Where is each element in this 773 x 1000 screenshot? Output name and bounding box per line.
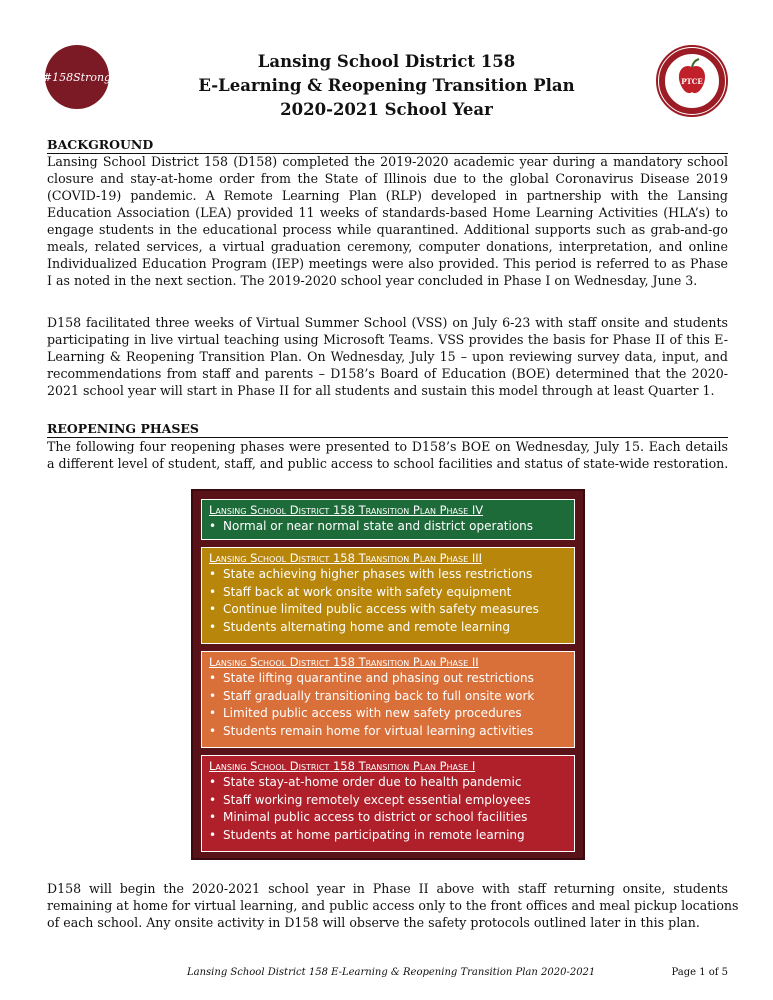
text-line: The following four reopening phases were presented to D158’s BOE on Wednesday, July 15. Each details	[47, 439, 728, 454]
text-line: remaining at home for virtual learning, and public access only to the front offices and meal pickup locations	[47, 898, 739, 913]
bullet-icon: •	[209, 671, 217, 685]
text-line: Individualized Education Program (IEP) meetings were also provided. This period is referred to as Phase	[47, 256, 728, 271]
phase-bullet-text: Limited public access with new safety procedures	[223, 706, 522, 721]
bullet-icon: •	[209, 706, 217, 721]
phase-bullet-item	[202, 566, 574, 584]
badge-text: #158Strong	[42, 70, 112, 84]
text-line: Learning & Reopening Transition Plan. On Wednesday, July 15 – upon reviewing survey data, input, and	[47, 349, 728, 364]
bullet-icon: •	[209, 619, 217, 634]
bullet-icon: •	[209, 827, 217, 842]
header-school-year: 2020-2021 School Year	[280, 100, 493, 119]
phase-bullet-item	[202, 705, 574, 723]
text-line: Education Association (LEA) provided 11 weeks of standards-based Home Learning Activities (HLA’s) to	[47, 205, 728, 220]
phase-bullet-item	[202, 792, 574, 810]
text-line: D158 will begin the 2020-2021 school year in Phase II above with staff returning onsite, students	[47, 881, 728, 896]
phase-bullet-text: Staff working remotely except essential employees	[223, 792, 531, 807]
bullet-icon: •	[209, 567, 217, 581]
closing-paragraph	[47, 880, 739, 931]
text-line: (COVID-19) pandemic. A Remote Learning Plan (RLP) developed in partnership with the Lansing	[47, 188, 728, 203]
header-subtitle: E-Learning & Reopening Transition Plan	[198, 76, 575, 95]
background-paragraph-2	[47, 314, 728, 399]
phase-bullet-item	[202, 688, 574, 706]
phase-bullet-text: Staff gradually transitioning back to full onsite work	[223, 688, 535, 703]
bullet-icon: •	[209, 723, 217, 738]
phase-bullet-item	[202, 518, 574, 536]
phase-title: Lansing School District 158 Transition Plan Phase III	[209, 551, 482, 565]
background-paragraph-1	[47, 153, 728, 289]
phase-i-box	[201, 755, 575, 852]
phase-bullet-item	[202, 619, 574, 637]
text-line: I as noted in the next section. The 2019-2020 school year concluded in Phase I on Wednesday, June 3.	[47, 273, 698, 288]
text-line: recommendations from staff and parents – D158’s Board of Education (BOE) determined that the 2020-	[47, 366, 728, 381]
bullet-icon: •	[209, 584, 217, 599]
background-heading: BACKGROUND	[47, 137, 728, 154]
document-header	[120, 50, 653, 122]
bullet-icon: •	[209, 519, 217, 533]
reopening-paragraph	[47, 438, 728, 472]
footer-title: Lansing School District 158 E-Learning & Reopening Transition Plan 2020-2021	[187, 967, 596, 978]
text-line: 2021 school year will start in Phase II for all students and sustain this model through at least Quarter 1.	[47, 383, 715, 398]
phase-bullet-text: Staff back at work onsite with safety equipment	[223, 584, 512, 599]
reopening-heading: REOPENING PHASES	[47, 421, 728, 438]
text-line: meals, related services, a virtual graduation ceremony, computer donations, interpretation, and online	[47, 239, 728, 254]
phase-bullet-item	[202, 670, 574, 688]
phase-ii-box	[201, 651, 575, 748]
phase-bullet-text: State achieving higher phases with less restrictions	[223, 567, 533, 581]
text-line: engage students in the educational process while quarantined. Additional supports such as grab-and-go	[47, 222, 728, 237]
strong-badge-logo	[42, 45, 112, 109]
phase-bullet-item	[202, 584, 574, 602]
phase-bullet-text: State stay-at-home order due to health pandemic	[223, 775, 522, 789]
bullet-icon: •	[209, 792, 217, 807]
page-number: Page 1 of 5	[671, 967, 728, 978]
phase-title: Lansing School District 158 Transition Plan Phase II	[209, 655, 479, 669]
phase-bullet-text: State lifting quarantine and phasing out restrictions	[223, 671, 534, 685]
bullet-icon: •	[209, 688, 217, 703]
bullet-icon: •	[209, 775, 217, 789]
text-line: closure and stay-at-home order from the State of Illinois due to the global Coronavirus Disease 2019	[47, 171, 728, 186]
phases-diagram	[191, 489, 585, 860]
text-line: of each school. Any onsite activity in D158 will observe the safety protocols outlined later in this plan.	[47, 915, 700, 930]
phase-bullet-item	[202, 774, 574, 792]
ptce-seal-logo	[656, 45, 728, 117]
text-line: D158 facilitated three weeks of Virtual Summer School (VSS) on July 6-23 with staff onsite and students	[47, 315, 728, 330]
phase-bullet-text: Normal or near normal state and district operations	[223, 519, 534, 533]
seal-text: PTCE	[681, 77, 703, 86]
phase-title: Lansing School District 158 Transition Plan Phase IV	[209, 503, 484, 517]
phase-bullet-text: Minimal public access to district or school facilities	[223, 810, 528, 825]
phase-bullet-text: Continue limited public access with safety measures	[223, 602, 539, 617]
phase-bullet-item	[202, 723, 574, 741]
phase-iii-box	[201, 547, 575, 644]
phase-bullet-text: Students at home participating in remote learning	[223, 827, 525, 842]
phase-bullet-text: Students alternating home and remote learning	[223, 619, 511, 634]
text-line: Lansing School District 158 (D158) completed the 2019-2020 academic year during a mandatory school	[47, 154, 728, 169]
header-title: Lansing School District 158	[257, 52, 516, 71]
phase-bullet-item	[202, 827, 574, 845]
bullet-icon: •	[209, 810, 217, 825]
phase-title: Lansing School District 158 Transition Plan Phase I	[209, 759, 476, 773]
text-line: participating in live virtual teaching using Microsoft Teams. VSS provides the basis for Phase II of this E-	[47, 332, 728, 347]
text-line: a different level of student, staff, and public access to school facilities and status of state-wide restoration.	[47, 456, 729, 471]
bullet-icon: •	[209, 602, 217, 617]
phase-bullet-item	[202, 601, 574, 619]
phase-bullet-text: Students remain home for virtual learning activities	[223, 723, 534, 738]
phase-iv-box	[201, 499, 575, 540]
phase-bullet-item	[202, 809, 574, 827]
